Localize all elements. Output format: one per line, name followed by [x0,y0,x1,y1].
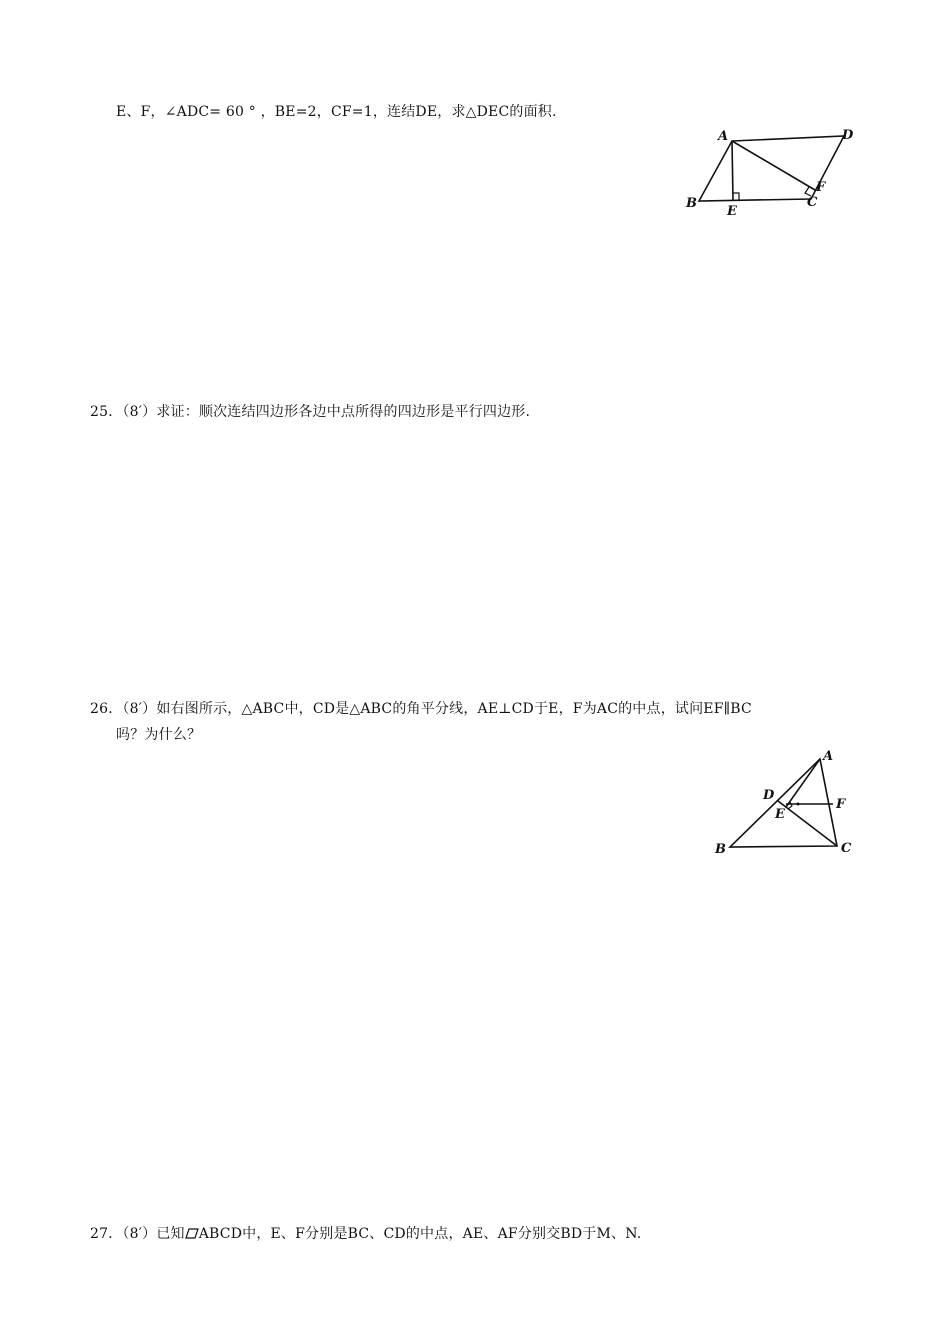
label-a: A [823,749,834,764]
point-marker [797,803,800,806]
q25-text: 求证：顺次连结四边形各边中点所得的四边形是平行四边形. [156,404,531,420]
question-25 [90,401,530,421]
label-c: C [807,195,818,210]
label-e: E [775,807,785,822]
q24-text: E、F，∠ADC= 60 ° ，BE=2，CF=1，连结DE，求△DEC的面积. [116,104,557,120]
segment-ae [732,141,733,200]
label-b: B [715,842,726,857]
label-d: D [842,128,854,143]
q26-text-line2: 吗？为什么？ [116,727,202,743]
q26-continuation [116,724,201,744]
q27-number: 27． [90,1226,123,1242]
label-b: B [686,196,697,211]
q26-score: （8′） [122,701,157,717]
label-f: F [836,797,846,812]
q27-score: （8′） [122,1226,157,1242]
q25-score: （8′） [122,404,157,420]
label-c: C [841,841,852,856]
segment-ae [786,759,820,807]
label-a: A [718,129,729,144]
q25-number: 25． [90,404,123,420]
segment-af [732,141,815,190]
parallelogram-icon [185,1228,199,1239]
question-27 [90,1223,641,1243]
q27-text-post: ABCD中，E、F分别是BC、CD的中点，AE、AF分别交BD于M、N. [198,1226,642,1242]
q26-number: 26． [90,701,123,717]
label-d: D [763,788,775,803]
q26-text-line1: 如右图所示，△ABC中，CD是△ABC的角平分线，AE⊥CD于E，F为AC的中点，试问EF∥BC [156,701,752,717]
q24-continuation [116,101,557,121]
right-angle-e [733,193,739,200]
segment-cd [778,801,837,846]
label-f: F [816,180,826,195]
figure-26-triangle [710,745,860,860]
question-26 [90,698,752,718]
q27-text-pre: 已知 [156,1226,185,1242]
label-e: E [727,204,737,219]
figure-24-parallelogram [680,120,860,220]
